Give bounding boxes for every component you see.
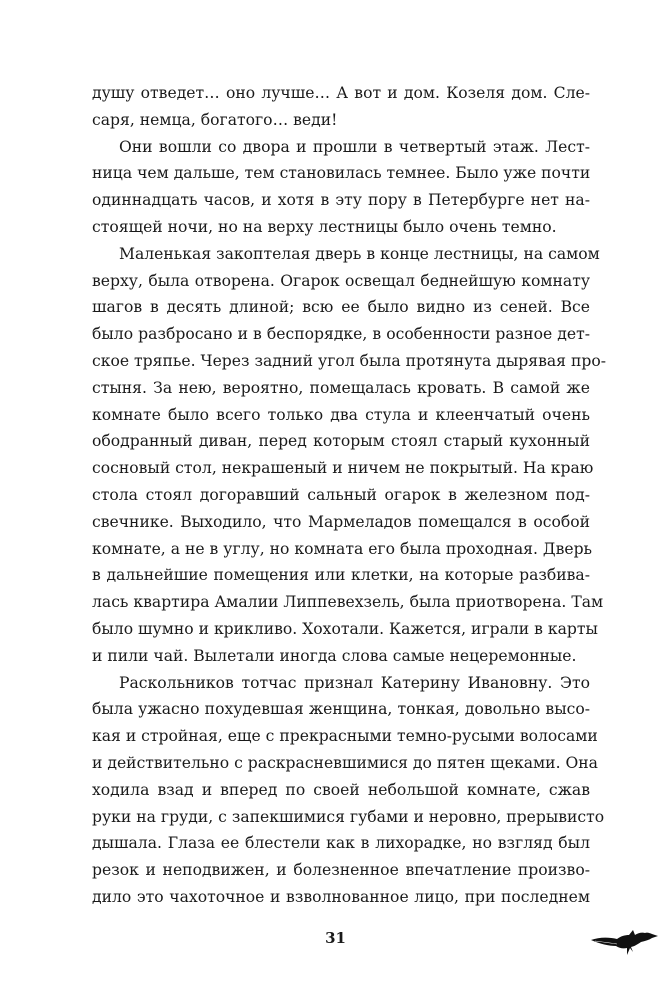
text-line: верху, была отворена. Огарок освещал беднейшую комнату [92,271,590,290]
text-line: руки на груди, с запекшимися губами и неровно, прерывисто [92,807,605,826]
text-line: комнате, а не в углу, но комната его была проходная. Дверь [92,539,593,558]
text-line: Маленькая закоптелая дверь в конце лестницы, на самом [119,244,600,263]
page-text [92,80,606,911]
text-line: резок и неподвижен, и болезненное впечатление произво- [92,861,590,880]
text-line: сосновый стол, некрашеный и ничем не покрытый. На краю [92,459,594,478]
text-line: стыня. За нею, вероятно, помещалась кровать. В самой же [92,378,590,397]
text-line: Раскольников тотчас признал Катерину Ивановну. Это [119,673,590,692]
page-number: 31 [325,929,346,947]
text-line: ница чем дальше, тем становилась темнее. Было уже почти [92,164,591,183]
text-line: была ужасно похудевшая женщина, тонкая, довольно высо- [92,700,590,719]
text-line: дышала. Глаза ее блестели как в лихорадке, но взгляд был [92,834,590,853]
text-line: шагов в десять длиной; всю ее было видно из сеней. Все [92,298,590,317]
paragraph [92,670,605,911]
paragraph [92,134,590,241]
text-line: кая и стройная, еще с прекрасными темно-русыми волосами [92,727,598,746]
text-line: саря, немца, богатого… веди! [92,110,338,129]
text-line: было шумно и крикливо. Хохотали. Кажется, играли в карты [92,619,598,638]
paragraph [92,241,606,670]
text-line: и действительно с раскрасневшимися до пятен щеками. Она [92,753,598,772]
text-line: стоящей ночи, но на верху лестницы было очень темно. [92,217,557,236]
text-line: дило это чахоточное и взволнованное лицо, при последнем [92,887,590,906]
text-line: душу отведет… оно лучше… А вот и дом. Козеля дом. Сле- [92,84,590,102]
text-line: ское тряпье. Через задний угол была протянута дырявая про- [92,351,606,370]
text-line: Они вошли со двора и прошли в четвертый этаж. Лест- [119,137,590,156]
text-line: лась квартира Амалии Липпевехзель, была приотворена. Там [92,593,604,612]
text-line: стола стоял догоравший сальный огарок в железном под- [92,485,590,504]
text-line: одиннадцать часов, и хотя в эту пору в Петербурге нет на- [92,191,590,210]
text-line: и пили чай. Вылетали иногда слова самые нецеремонные. [92,646,577,665]
raven-icon [589,924,659,960]
text-line: ходила взад и вперед по своей небольшой комнате, сжав [92,780,590,799]
text-line: свечнике. Выходило, что Мармеладов помещался в особой [92,512,590,531]
text-line: в дальнейшие помещения или клетки, на которые разбива- [92,566,590,585]
paragraph [92,80,590,134]
text-line: комнате было всего только два стула и клеенчатый очень [92,405,590,424]
text-line: было разбросано и в беспорядке, в особенности разное дет- [92,325,590,344]
text-line: ободранный диван, перед которым стоял старый кухонный [92,432,590,451]
